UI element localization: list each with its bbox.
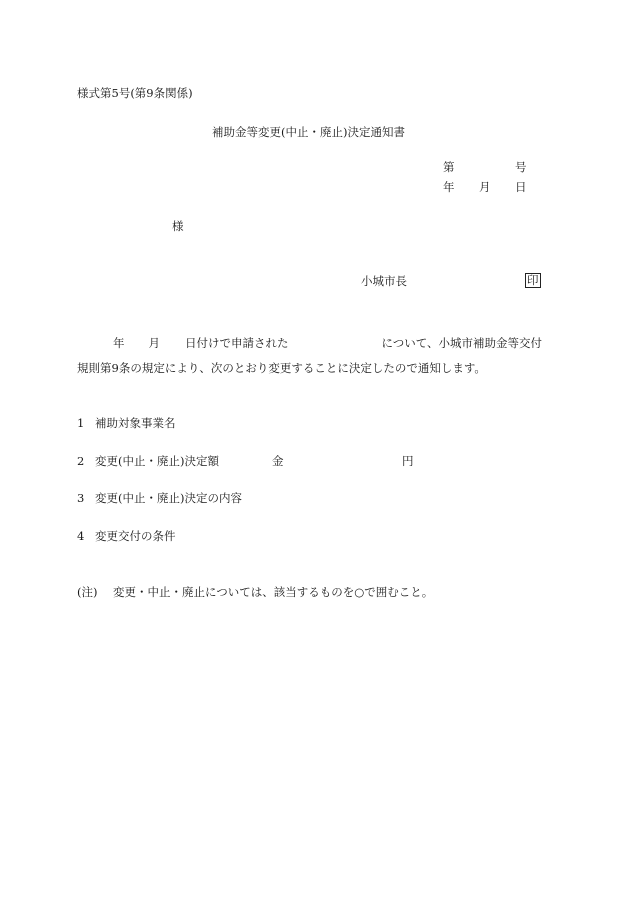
- date-day: 日: [515, 180, 527, 194]
- note-label: (注): [77, 585, 98, 599]
- body-line-1: [77, 331, 553, 356]
- item-2-label: 変更(中止・廃止)決定額: [95, 454, 219, 468]
- body-after-blank: について、小城市補助金等交付: [381, 336, 543, 350]
- official-seal: [525, 273, 541, 288]
- item-4-number: 4: [77, 529, 85, 543]
- item-1-number: 1: [77, 416, 85, 430]
- document-title: 補助金等変更(中止・廃止)決定通知書: [212, 125, 405, 139]
- addressee-honorific: 様: [172, 219, 184, 233]
- date-year: 年: [443, 180, 455, 194]
- amount-prefix: 金: [272, 454, 284, 468]
- item-4-label: 変更交付の条件: [95, 529, 176, 543]
- issuer-name: 小城市長: [361, 274, 407, 288]
- item-3-label: 変更(中止・廃止)決定の内容: [95, 491, 242, 505]
- amount-unit: 円: [402, 454, 414, 468]
- note-text: 変更・中止・廃止については、該当するものを○で囲むこと。: [113, 585, 434, 599]
- form-header: 様式第5号(第9条関係): [77, 86, 193, 100]
- body-year: 年: [113, 336, 125, 350]
- item-2-number: 2: [77, 454, 85, 468]
- doc-number-prefix: 第: [443, 160, 455, 174]
- doc-number-suffix: 号: [515, 160, 527, 174]
- body-paragraph: [77, 331, 553, 381]
- body-date-text: 日付けで申請された: [185, 336, 289, 350]
- item-3-number: 3: [77, 491, 85, 505]
- body-month: 月: [148, 336, 160, 350]
- date-month: 月: [479, 180, 491, 194]
- body-line-2: 規則第9条の規定により、次のとおり変更することに決定したので通知します。: [77, 361, 486, 375]
- seal-mark: 印: [527, 273, 539, 287]
- item-1-label: 補助対象事業名: [95, 416, 176, 430]
